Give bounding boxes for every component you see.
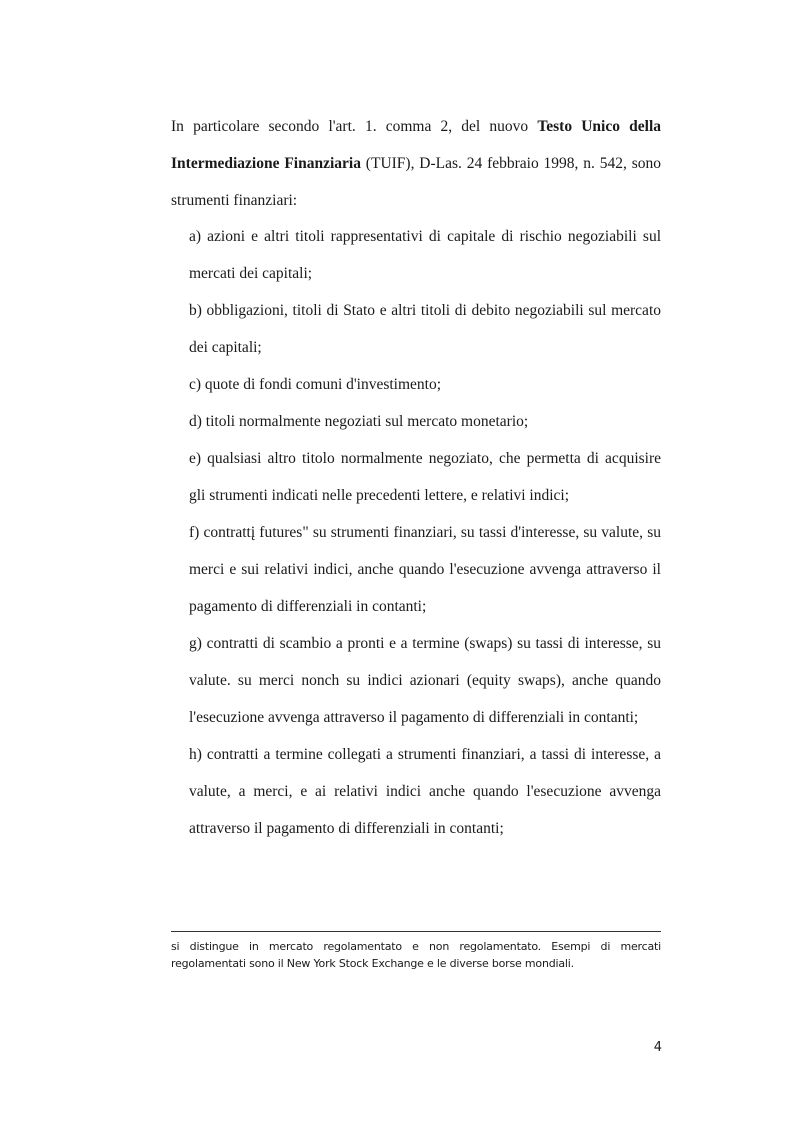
- list-item-a: a) azioni e altri titoli rappresentativi di capitale di rischio negoziabili sul mercati dei capitali;: [189, 228, 661, 282]
- page-number: 4: [653, 1040, 662, 1055]
- intro-text-start: In particolare secondo l'art. 1. comma 2, del nuovo: [171, 118, 538, 135]
- list-item-h: h) contratti a termine collegati a strumenti finanziari, a tassi di interesse, a valute, a merci, e ai relativi indici anche quando l'esecuzione avvenga attraverso il pagamento di differenziali in contanti;: [189, 746, 661, 837]
- list-item-e: e) qualsiasi altro titolo normalmente negoziato, che permetta di acquisire gli strumenti indicati nelle precedenti lettere, e relativi indici;: [189, 450, 661, 504]
- list-item-d: d) titoli normalmente negoziati sul mercato monetario;: [189, 413, 529, 430]
- list-item-c: c) quote di fondi comuni d'investimento;: [189, 376, 442, 393]
- footnote-divider: [171, 931, 661, 932]
- list-item-f: f) contrattį futures" su strumenti finanziari, su tassi d'interesse, su valute, su merci e sui relativi indici, anche quando l'esecuzione avvenga attraverso il pagamento di differenziali in contanti;: [189, 524, 661, 615]
- intro-text-end: (TUIF), D-Las. 24 febbraio 1998, n. 542, sono strumenti finanziari:: [171, 155, 661, 209]
- financial-instruments-list: [189, 218, 661, 847]
- list-item-b: b) obbligazioni, titoli di Stato e altri titoli di debito negoziabili sul mercato dei capitali;: [189, 302, 661, 356]
- footnote-text: si distingue in mercato regolamentato e non regolamentato. Esempi di mercati regolamentati sono il New York Stock Exchange e le diverse borse mondiali.: [171, 940, 661, 970]
- intro-law-title: Testo Unico della Intermediazione Finanziaria: [171, 118, 662, 172]
- list-item-g: g) contratti di scambio a pronti e a termine (swaps) su tassi di interesse, su valute. su merci nonch su indici azionari (equity swaps), anche quando l'esecuzione avvenga attraverso il pagamento di differenziali in contanti;: [189, 635, 661, 726]
- intro-paragraph: [171, 108, 661, 219]
